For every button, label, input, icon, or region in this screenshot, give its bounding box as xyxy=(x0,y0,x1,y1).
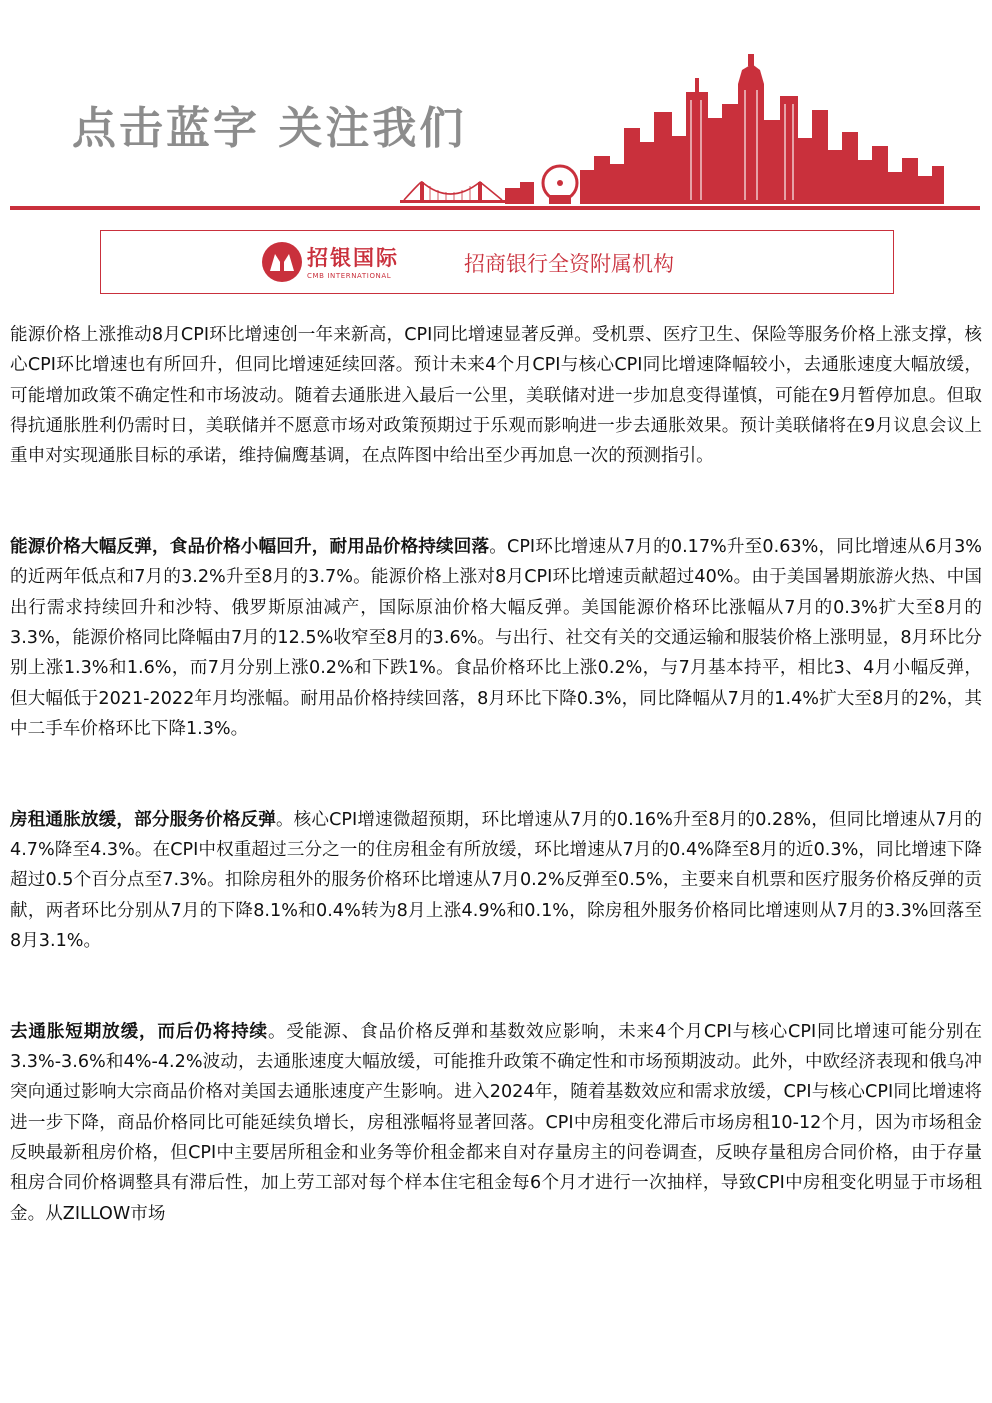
header-banner xyxy=(0,0,992,215)
paragraph-heading: 能源价格大幅反弹，食品价格小幅回升，耐用品价格持续回落 xyxy=(10,537,490,558)
article-paragraph xyxy=(10,805,982,956)
paragraph-text: 。CPI环比增速从7月的0.17%升至0.63%，同比增速从6月3%的近两年低点和7月的3.2%升至8月的3.7%。能源价格上涨对8月CPI环比增速贡献超过40%。由于美国暑期旅游火热、中国出行需求持续回升和沙特、俄罗斯原油减产，国际原油价格大幅反弹。美国能源价格环比涨幅从7月的0.3%扩大至8月的3.3%，能源价格同比降幅由7月的12.5%收窄至8月的3.6%。与出行、社交有关的交通运输和服装价格上涨明显，8月环比分别上涨1.3%和1.6%，而7月分别上涨0.2%和下跌1%。食品价格环比上涨0.2%，与7月基本持平，相比3、4月小幅反弹，但大幅低于2021-2022年月均涨幅。耐用品价格持续回落，8月环比下降0.3%，同比降幅从7月的1.4%扩大至8月的2%，其中二手车价格环比下降1.3%。 xyxy=(10,537,982,739)
article-paragraph xyxy=(10,532,982,744)
bridge-deck xyxy=(400,200,505,203)
paragraph-heading: 去通胀短期放缓，而后仍将持续 xyxy=(10,1021,268,1042)
brand-box xyxy=(100,230,894,294)
brand-slogan: 招商银行全资附属机构 xyxy=(464,252,674,276)
bridge-tower-right xyxy=(478,182,482,200)
banner-title[interactable]: 点击蓝字 关注我们 xyxy=(72,103,467,154)
paragraph-text: 能源价格上涨推动8月CPI环比增速创一年来新高，CPI同比增速显著反弹。受机票、医疗卫生、保险等服务价格上涨支撑，核心CPI环比增速也有所回升，但同比增速延续回落。预计未来4个月CPI与核心CPI同比增速降幅较小，去通胀速度大幅放缓，可能增加政策不确定性和市场波动。随着去通胀进入最后一公里，美联储对进一步加息变得谨慎，可能在9月暂停加息。但取得抗通胀胜利仍需时日，美联储并不愿意市场对政策预期过于乐观而影响进一步去通胀效果。预计美联储将在9月议息会议上重申对实现通胀目标的承诺，维持偏鹰基调，在点阵图中给出至少再加息一次的预测指引。 xyxy=(10,325,982,467)
bridge-cable xyxy=(404,182,502,200)
paragraph-text: 。受能源、食品价格反弹和基数效应影响，未来4个月CPI与核心CPI同比增速可能分别在3.3%-3.6%和4%-4.2%波动，去通胀速度大幅放缓，可能推升政策不确定性和市场预期波动。此外，中欧经济表现和俄乌冲突向通过影响大宗商品价格对美国去通胀速度产生影响。进入2024年，随着基数效应和需求放缓，CPI与核心CPI同比增速将进一步下降，商品价格同比可能延续负增长，房租涨幅将显著回落。CPI中房租变化滞后市场房租10-12个月，因为市场租金反映最新租房价格，但CPI中主要居所租金和业务等价租金都来自对存量房主的问卷调查，反映存量租房合同价格，由于存量租房合同价格调整具有滞后性，加上劳工部对每个样本住宅租金每6个月才进行一次抽样，导致CPI中房租变化明显于市场租金。从ZILLOW市场 xyxy=(10,1021,982,1224)
article-paragraph xyxy=(10,1017,982,1229)
banner-rule xyxy=(10,206,980,210)
tower-tall xyxy=(738,64,764,204)
bridge-tower-left xyxy=(420,182,424,200)
logo-chinese-name: 招银国际 xyxy=(307,246,399,270)
article-paragraph xyxy=(10,320,982,471)
city-skyline-illustration xyxy=(0,0,992,215)
paragraph-heading: 房租通胀放缓，部分服务价格反弹 xyxy=(10,809,276,830)
cmb-logo-icon xyxy=(261,241,303,283)
logo-english-name: CMB INTERNATIONAL xyxy=(307,272,392,280)
article-body xyxy=(10,320,982,1290)
paragraph-text: 。核心CPI增速微超预期，环比增速从7月的0.16%升至8月的0.28%，但同比增速从7月的4.7%降至4.3%。在CPI中权重超过三分之一的住房租金有所放缓，环比增速从7月的0.4%降至8月的近0.3%，同比增速下降超过0.5个百分点至7.3%。扣除房租外的服务价格环比增速从7月0.2%反弹至0.5%，主要来自机票和医疗服务价格反弹的贡献，两者环比分别从7月的下降8.1%和0.4%转为8月上涨4.9%和0.1%，除房租外服务价格同比增速则从7月的3.3%回落至8月3.1%。 xyxy=(10,809,982,951)
